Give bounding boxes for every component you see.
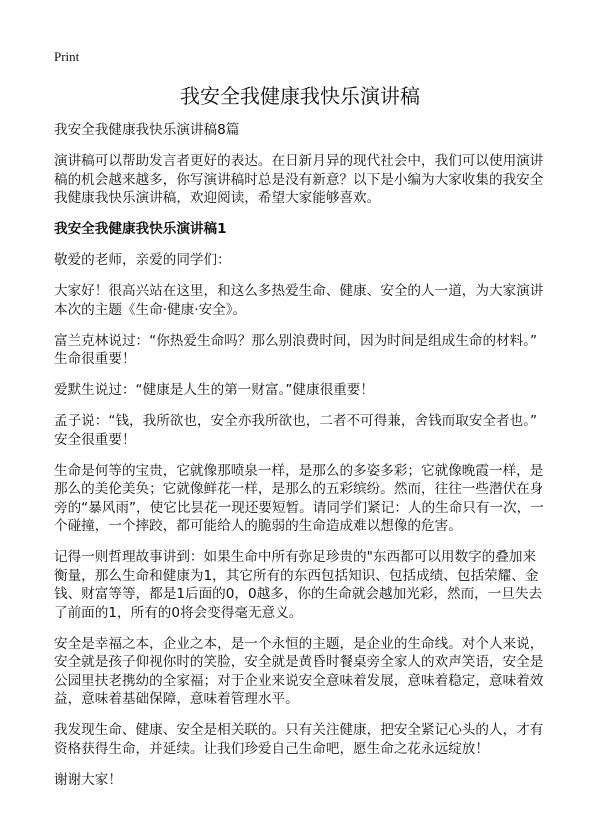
document-body — [54, 121, 554, 802]
text-line: 那么的美伦美奂；它就像鲜花一样，是那么的五彩缤纷。然而，往往一些潜伏在身 — [54, 481, 544, 497]
text-line: 记得一则哲理故事讲到：如果生命中所有弥足珍贵的"东西都可以用数字的叠加来 — [54, 549, 537, 565]
paragraph — [54, 332, 554, 369]
paragraph — [54, 381, 554, 400]
text-line: 生命很重要！ — [54, 351, 136, 367]
text-line: 敬爱的老师，亲爱的同学们： — [54, 252, 231, 268]
text-line: 富兰克林说过：“你热爱生命吗？那么别浪费时间，因为时间是组成生命的材料。” — [54, 332, 538, 349]
text-line: 演讲稿可以帮助发言者更好的表达。在日新月异的现代社会中，我们可以使用演讲 — [54, 153, 544, 169]
print-link[interactable]: Print — [54, 49, 80, 64]
paragraph — [54, 152, 554, 208]
text-line: 安全很重要！ — [54, 431, 136, 448]
text-line: 安全就是孩子仰视你时的笑脸，安全就是黄昏时餐桌旁全家人的欢声笑语，安全是 — [54, 654, 544, 670]
document-title: 我安全我健康我快乐演讲稿 — [180, 84, 420, 108]
text-line: 本次的主题《生命·健康·安全》。 — [54, 301, 247, 318]
paragraph — [54, 462, 554, 536]
paragraph — [54, 548, 554, 622]
text-line: 我安全我健康我快乐演讲稿8篇 — [54, 122, 240, 138]
text-line: 个碰撞，一个摔跤，都可能给人的脆弱的生命造成难以想像的危害。 — [54, 518, 462, 534]
text-line: 孟子说：“钱，我所欲也，安全亦我所欲也，二者不可得兼，舍钱而取安全者也。” — [54, 413, 538, 429]
paragraph — [54, 721, 554, 758]
text-line: 了前面的1，所有的0将会变得毫无意义。 — [54, 604, 303, 621]
paragraph — [54, 251, 554, 270]
text-line: 谢谢大家！ — [54, 771, 122, 788]
section-heading — [54, 220, 554, 239]
paragraph — [54, 121, 554, 140]
text-line: 公园里扶老携幼的全家福；对于企业来说安全意味着发展，意味着稳定，意味着效 — [54, 672, 544, 689]
text-line: 旁的“暴风雨”，使它比昙花一现还要短暂。请同学们紧记：人的生命只有一次，一 — [54, 499, 544, 516]
text-line: 我健康我快乐演讲稿，欢迎阅读，希望大家能够喜欢。 — [54, 190, 381, 206]
paragraph — [54, 771, 554, 790]
text-line: 钱、财富等等，都是1后面的0，0越多，你的生命就会越加光彩，然而，一旦失去 — [54, 586, 543, 602]
text-line: 安全是幸福之本，企业之本，是一个永恒的主题，是企业的生命线。对个人来说， — [54, 635, 544, 652]
text-line: 生命是何等的宝贵，它就像那喷泉一样，是那么的多姿多彩；它就像晚霞一样，是 — [54, 462, 544, 479]
text-line: 大家好！很高兴站在这里，和这么多热爱生命、健康、安全的人一道，为大家演讲 — [54, 283, 544, 299]
text-line: 我安全我健康我快乐演讲稿1 — [54, 221, 227, 237]
text-line: 衡量，那么生命和健康为1，其它所有的东西包括知识、包括成绩、包括荣耀、金 — [54, 567, 539, 584]
text-line: 我发现生命、健康、安全是相关联的。只有关注健康，把安全紧记心头的人，才有 — [54, 722, 544, 738]
paragraph — [54, 412, 554, 449]
text-line: 稿的机会越来越多，你写演讲稿时总是没有新意？以下是小编为大家收集的我安全 — [54, 171, 544, 188]
paragraph — [54, 282, 554, 319]
text-line: 益，意味着基础保障，意味着管理水平。 — [54, 691, 299, 707]
paragraph — [54, 635, 554, 709]
text-line: 爱默生说过：“健康是人生的第一财富。”健康很重要！ — [54, 382, 374, 398]
text-line: 资格获得生命，并延续。让我们珍爱自己生命吧，愿生命之花永远绽放！ — [54, 740, 489, 757]
